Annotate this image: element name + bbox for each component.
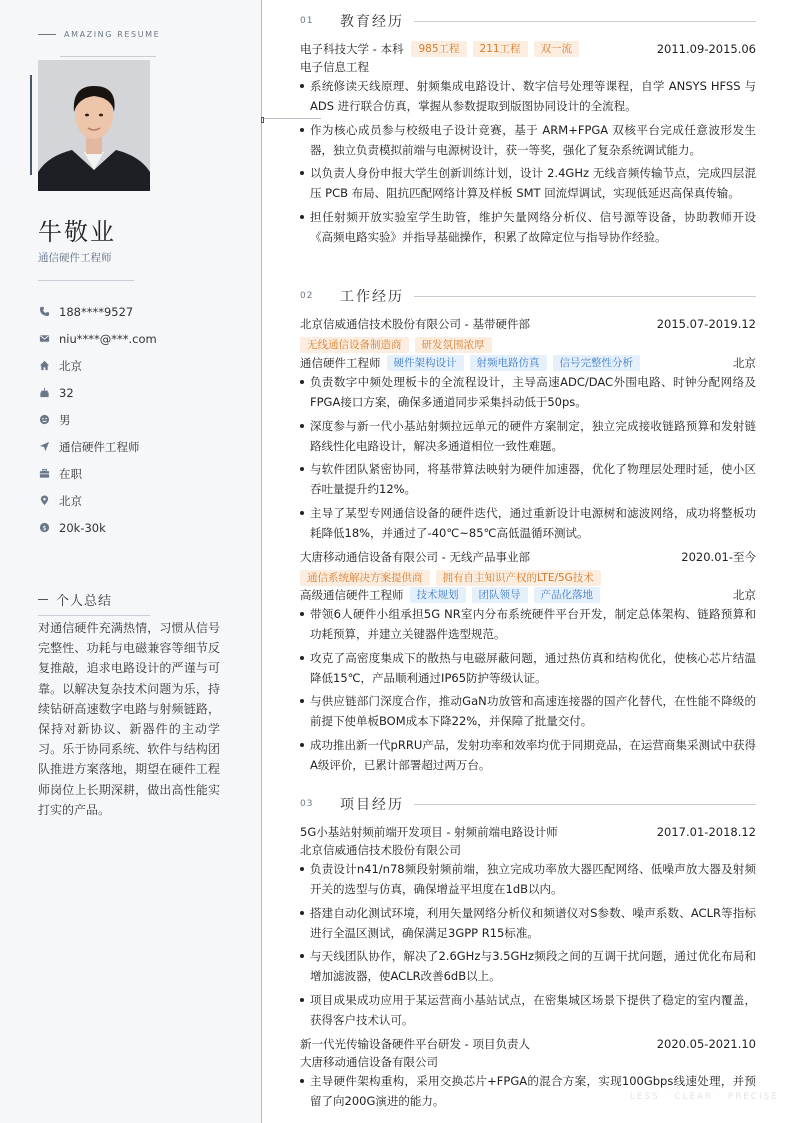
info-text: 32: [59, 385, 74, 400]
education-major-row: [300, 58, 756, 76]
list-item: 担任射频开放实验室学生助管，维护矢量网络分析仪、信号源等设备，协助教师开设《高频电路实验》并指导基础操作，积累了故障定位与指导协作经验。: [300, 207, 756, 247]
work-date: 2015.07-2019.12: [656, 317, 756, 331]
work-role-row: [300, 354, 756, 372]
info-phone: [38, 298, 248, 325]
skill-tag: 射频电路仿真: [470, 355, 547, 371]
skill-tag: 信号完整性分析: [553, 355, 641, 371]
sidebar-notch: [261, 117, 264, 123]
project-bullets: [300, 859, 756, 1033]
work-role-row: [300, 586, 756, 604]
list-item: 主导硬件架构重构，采用交换芯片+FPGA的混合方案，实现100Gbps线速处理，并预留了向200G演进的能力。: [300, 1071, 756, 1111]
list-item: 以负责人身份申报大学生创新训练计划，设计 2.4GHz 无线音频传输节点，完成四层混压 PCB 布局、阻抗匹配网络计算及样板 SMT 回流焊调试，实现低延迟高保真传输。: [300, 163, 756, 203]
list-item: 与天线团队协作，解决了2.6GHz与3.5GHz频段之间的互调干扰问题，通过优化布局和增加滤波器，使ACLR改善6dB以上。: [300, 946, 756, 986]
major: 电子信息工程: [300, 60, 369, 74]
briefcase-icon: [38, 468, 50, 480]
work-bullets: [300, 372, 756, 546]
section-number: 02: [300, 291, 314, 301]
education-school-row: [300, 40, 756, 58]
cake-icon: [38, 387, 50, 399]
info-text: 北京: [59, 493, 82, 508]
company-tag: 无线通信设备制造商: [300, 337, 409, 353]
brand-label: AMAZING RESUME: [64, 30, 161, 39]
send-icon: [38, 441, 50, 453]
info-home: [38, 352, 248, 379]
list-item: 负责设计n41/n78频段射频前端，独立完成功率放大器匹配网络、低噪声放大器及射频开关的选型与仿真，确保增益平坦度在1dB以内。: [300, 859, 756, 899]
company-tag: 拥有自主知识产权的LTE/5G技术: [436, 570, 601, 586]
info-city: [38, 487, 248, 514]
section-title: 工作经历: [340, 289, 404, 305]
work-company-tags: [300, 336, 756, 354]
company-tag: 通信系统解决方案提供商: [300, 570, 430, 586]
school-tag: 985工程: [411, 41, 466, 57]
work-location: 北京: [733, 356, 756, 370]
face-icon: [38, 414, 50, 426]
company-tag: 研发氛围浓厚: [415, 337, 492, 353]
project-org-row: [300, 841, 756, 859]
section-work-header: [300, 286, 756, 306]
profile-name: 牛敬业: [38, 218, 116, 246]
footer-watermark: LESS · CLEAR · PRECISE: [630, 1092, 779, 1102]
work-company-row: [300, 315, 756, 333]
work-bullets: [300, 604, 756, 778]
work-date: 2020.01-至今: [681, 550, 756, 564]
brand-divider: [60, 56, 156, 57]
location-pin-icon: [38, 495, 50, 507]
project-org: 大唐移动通信设备有限公司: [300, 1055, 438, 1069]
list-item: 负责数字中频处理板卡的全流程设计，主导高速ADC/DAC外围电路、时钟分配网络及FPGA接口方案，确保多通道同步采集抖动低于50ps。: [300, 372, 756, 412]
list-item: 带领6人硬件小组承担5G NR室内分布系统硬件平台开发，制定总体架构、链路预算和功耗预算，并建立关键器件选型规范。: [300, 604, 756, 644]
project-date: 2017.01-2018.12: [656, 825, 756, 839]
info-text: 北京: [59, 358, 82, 373]
info-email: [38, 325, 248, 352]
project-title: 5G小基站射频前端开发项目 - 射频前端电路设计师: [300, 825, 558, 839]
summary-divider: [38, 615, 150, 616]
role: 通信硬件工程师: [300, 356, 381, 370]
info-text: 188****9527: [59, 304, 134, 319]
section-number: 03: [300, 799, 314, 809]
list-item: 搭建自动化测试环境，利用矢量网络分析仪和频谱仪对S参数、噪声系数、ACLR等指标进行全温区测试，确保满足3GPP R15标准。: [300, 903, 756, 943]
work-company-row: [300, 548, 756, 566]
section-title: 项目经历: [340, 797, 404, 813]
contact-info: [38, 298, 248, 541]
portrait-image: [38, 60, 150, 191]
info-age: [38, 379, 248, 406]
project-title-row: [300, 823, 756, 841]
project-date: 2020.05-2021.10: [656, 1037, 756, 1051]
profile-title: 通信硬件工程师: [38, 252, 112, 264]
education-bullets: [300, 76, 756, 250]
info-gender: [38, 406, 248, 433]
list-item: 作为核心成员参与校级电子设计竞赛，基于 ARM+FPGA 双核平台完成任意波形发生器，独立负责模拟前端与电源树设计，获一等奖，强化了复杂系统调试能力。: [300, 120, 756, 160]
work-location: 北京: [733, 588, 756, 602]
info-target-role: [38, 433, 248, 460]
list-item: 项目成果成功应用于某运营商小基站试点，在密集城区场景下提供了稳定的室内覆盖，获得客户技术认可。: [300, 990, 756, 1030]
profile-divider: [38, 280, 134, 281]
summary-text: 对通信硬件充满热情，习惯从信号完整性、功耗与电磁兼容等细节反复推敲，追求电路设计的严谨与可靠。以解决复杂技术问题为乐，持续钻研高速数字电路与射频链路，保持对新协议、新器件的主动学习。乐于协同系统、软件与结构团队推进方案落地，期望在硬件工程师岗位上长期深耕，做出高性能实打实的产品。: [38, 621, 220, 817]
education-date: 2011.09-2015.06: [656, 42, 756, 56]
skill-tag: 产品化落地: [534, 587, 601, 603]
list-item: 与软件团队紧密协同，将基带算法映射为硬件加速器，优化了物理层处理时延，使小区吞吐量提升约12%。: [300, 459, 756, 499]
svg-text:$: $: [41, 523, 47, 532]
section-rule: [414, 296, 756, 297]
project-org: 北京信威通信技术股份有限公司: [300, 843, 461, 857]
summary-heading: [38, 590, 112, 609]
list-item: 主导了某型专网通信设备的硬件迭代，通过重新设计电源树和滤波网络，成功将整板功耗降低18%，并通过了-40℃~85℃高低温循环测试。: [300, 503, 756, 543]
school-name: 电子科技大学 - 本科: [300, 42, 404, 56]
skill-tag: 团队领导: [472, 587, 528, 603]
school-tag: 211工程: [473, 41, 528, 57]
list-item: 成功推出新一代pRRU产品，发射功率和效率均优于同期竞品，在运营商集采测试中获得A级评价，已累计部署超过两万台。: [300, 735, 756, 775]
photo-accent-bar: [30, 75, 32, 175]
section-rule: [414, 804, 756, 805]
section-number: 01: [300, 16, 314, 26]
skill-tag: 硬件架构设计: [387, 355, 464, 371]
money-icon: [38, 522, 50, 534]
list-item: 与供应链部门深度合作，推动GaN功放管和高速连接器的国产化替代，在性能不降级的前提下使单板BOM成本下降22%，并保障了批量交付。: [300, 691, 756, 731]
section-title: 教育经历: [340, 14, 404, 30]
list-item: 攻克了高密度集成下的散热与电磁屏蔽问题，通过热仿真和结构优化，使核心芯片结温降低15℃，产品顺利通过IP65防护等级认证。: [300, 648, 756, 688]
project-org-row: [300, 1053, 756, 1071]
info-salary: [38, 514, 248, 541]
company-name: 大唐移动通信设备有限公司 - 无线产品事业部: [300, 550, 530, 564]
brand-dash: [38, 34, 56, 35]
mail-icon: [38, 333, 50, 345]
list-item: 系统修读天线原理、射频集成电路设计、数字信号处理等课程，自学 ANSYS HFSS 与 ADS 进行联合仿真，掌握从参数提取到版图协同设计的全流程。: [300, 76, 756, 116]
project-title: 新一代光传输设备硬件平台研发 - 项目负责人: [300, 1037, 530, 1051]
info-text: niu****@***.com: [59, 331, 157, 346]
brand: [38, 30, 160, 39]
work-company-tags: [300, 569, 756, 587]
list-item: 深度参与新一代小基站射频拉远单元的硬件方案制定，独立完成接收链路预算和发射链路线性化电路设计，解决多通道相位一致性难题。: [300, 416, 756, 456]
home-icon: [38, 360, 50, 372]
skill-tag: 技术规划: [410, 587, 466, 603]
section-project-header: [300, 794, 756, 814]
project-title-row: [300, 1035, 756, 1053]
info-status: [38, 460, 248, 487]
summary-dash: [38, 599, 48, 600]
info-text: 在职: [59, 466, 82, 481]
summary-title: 个人总结: [56, 594, 113, 609]
role: 高级通信硬件工程师: [300, 588, 404, 602]
section-rule: [414, 21, 756, 22]
info-text: 20k-30k: [59, 520, 106, 535]
company-name: 北京信威通信技术股份有限公司 - 基带硬件部: [300, 317, 530, 331]
phone-icon: [38, 306, 50, 318]
info-text: 通信硬件工程师: [59, 439, 140, 454]
school-tag: 双一流: [534, 41, 580, 57]
info-text: 男: [59, 412, 71, 427]
avatar: [38, 60, 150, 191]
section-education-header: [300, 11, 756, 31]
